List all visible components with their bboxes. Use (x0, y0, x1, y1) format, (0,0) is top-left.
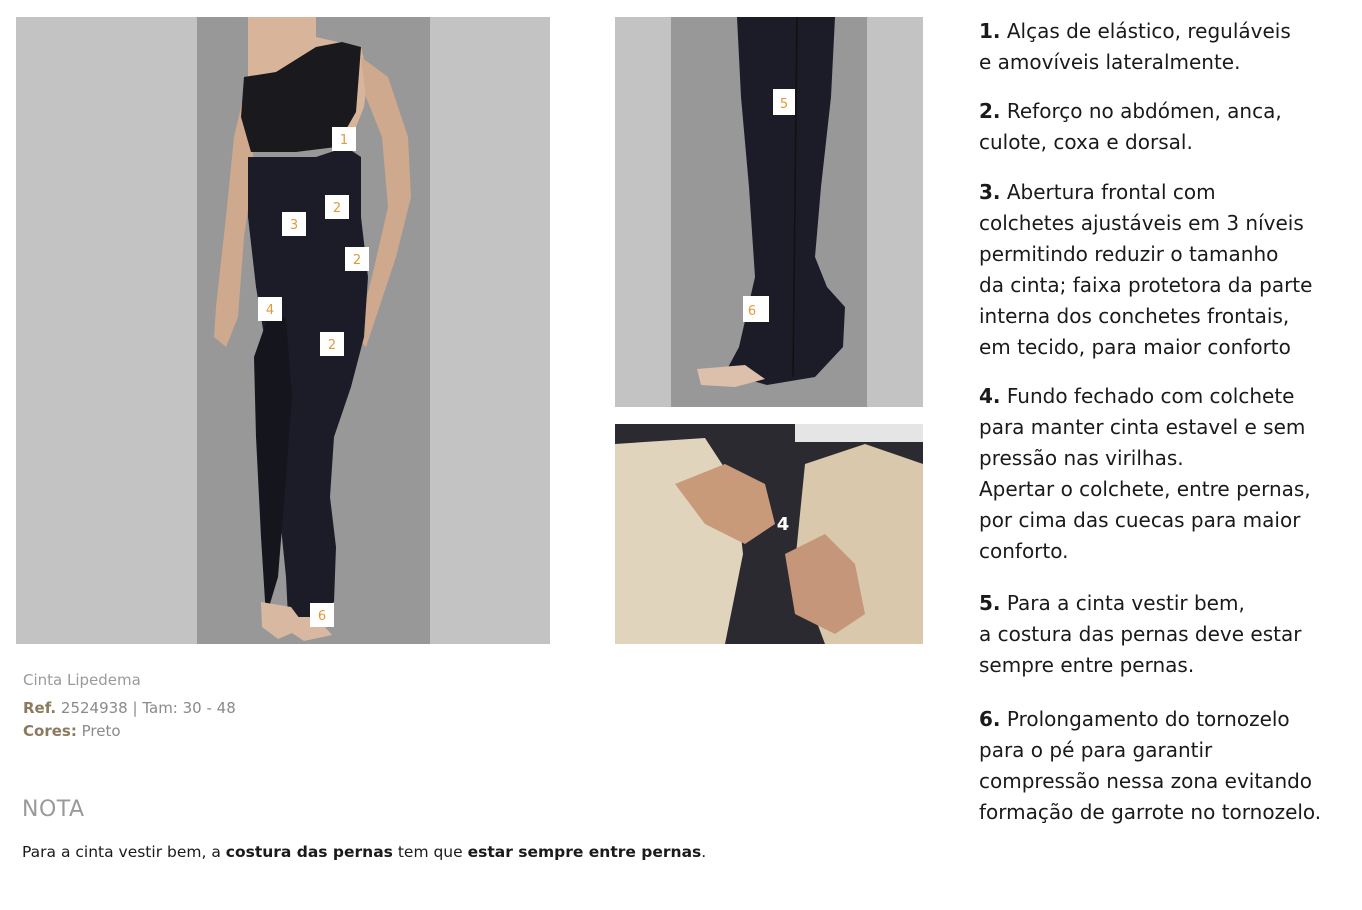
feature-item: 3. Abertura frontal com colchetes ajustáveis em 3 níveis permitindo reduzir o tamanho da cinta; faixa protetora da parte interna dos conchetes frontais, em tecido, para maior conforto (979, 180, 1313, 359)
note-text: Para a cinta vestir bem, a costura das pernas tem que estar sempre entre pernas. (22, 843, 707, 861)
svg-text:6: 6 (747, 304, 757, 319)
feature-item: 6. Prolongamento do tornozelo para o pé para garantir compressão nessa zona evitando formação de garrote no tornozelo. (979, 707, 1322, 824)
feature-list (979, 16, 1359, 828)
feature-item: 5. Para a cinta vestir bem, a costura das pernas deve estar sempre entre pernas. (979, 591, 1302, 677)
number-tag (282, 212, 306, 236)
number-tag (310, 603, 334, 627)
product-name: Cinta Lipedema (23, 671, 141, 689)
ref-label: Ref. (23, 699, 57, 717)
ref-value: 2524938 | Tam: 30 - 48 (60, 699, 236, 717)
note-title: NOTA (22, 797, 85, 822)
number-tag (320, 332, 344, 356)
feature-item: 2. Reforço no abdómen, anca, culote, coxa e dorsal. (979, 99, 1282, 154)
svg-text:2: 2 (352, 253, 362, 268)
svg-text:2: 2 (327, 338, 337, 353)
svg-text:2: 2 (332, 201, 342, 216)
feature-item: 4. Fundo fechado com colchete para manter cinta estavel e sem pressão nas virilhas. Apertar o colchete, entre pernas, por cima das cuecas para maior conforto. (979, 384, 1311, 563)
number-tag (773, 89, 795, 115)
feature-item: 1. Alças de elástico, reguláveis e amovíveis lateralmente. (979, 19, 1291, 74)
number-tag (345, 247, 369, 271)
product-ref (23, 698, 236, 718)
product-photo-full-body (16, 17, 550, 644)
svg-text:4: 4 (265, 303, 275, 318)
number-tag (332, 127, 356, 151)
product-photo-closure (615, 424, 923, 644)
number-tag: 4 (776, 514, 790, 535)
svg-text:1: 1 (339, 133, 349, 148)
colors-value: Preto (81, 722, 121, 740)
number-tag (325, 195, 349, 219)
svg-text:5: 5 (779, 97, 789, 112)
product-colors (23, 721, 121, 741)
colors-label: Cores: (23, 722, 77, 740)
svg-text:6: 6 (317, 609, 327, 624)
svg-text:3: 3 (289, 218, 299, 233)
product-photo-leg (615, 17, 923, 407)
number-tag (258, 297, 282, 321)
number-tag (743, 296, 769, 322)
